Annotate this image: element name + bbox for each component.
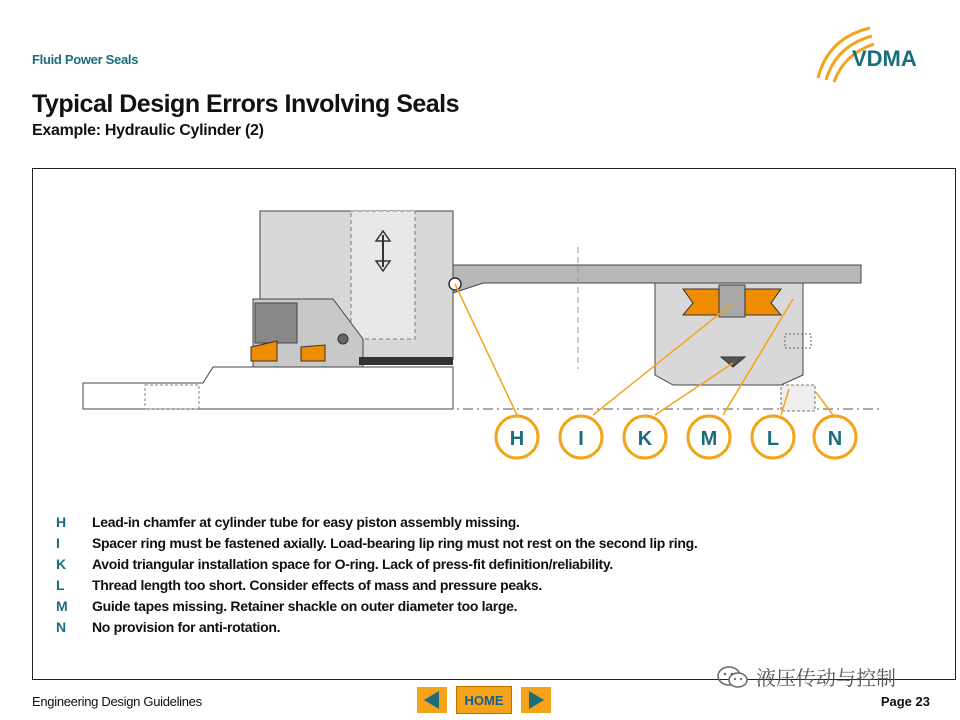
callout-i (560, 416, 602, 458)
legend-text: Thread length too short. Consider effects of mass and pressure peaks. (92, 577, 542, 593)
watermark-text: 液压传动与控制 (756, 668, 896, 690)
legend-key: K (56, 556, 66, 572)
svg-text:K: K (637, 428, 653, 450)
legend-text: Lead-in chamfer at cylinder tube for easy piston assembly missing. (92, 514, 520, 530)
legend-item-h (56, 512, 936, 533)
page-number: Page 23 (880, 694, 930, 709)
svg-text:N: N (827, 428, 843, 450)
callout-n (814, 416, 856, 458)
legend-text: Guide tapes missing. Retainer shackle on outer diameter too large. (92, 598, 518, 614)
legend-item-k (56, 554, 936, 575)
svg-text:L: L (766, 428, 780, 450)
prev-button[interactable] (416, 686, 448, 714)
legend-key: H (56, 514, 66, 530)
wechat-icon (716, 665, 750, 689)
vdma-logo (808, 18, 938, 96)
callout-l (752, 416, 794, 458)
legend-key: M (56, 598, 68, 614)
callout-h (496, 416, 538, 458)
svg-text:H: H (509, 428, 525, 450)
callout-k (624, 416, 666, 458)
section-label: Fluid Power Seals (32, 52, 139, 67)
svg-text:M: M (700, 428, 718, 450)
legend-text: No provision for anti-rotation. (92, 619, 281, 635)
legend-item-n (56, 617, 936, 638)
svg-text:I: I (578, 428, 584, 450)
arrow-left-icon (417, 687, 447, 713)
callout-m (688, 416, 730, 458)
legend-key: L (56, 577, 65, 593)
svg-text:VDMA: VDMA (852, 46, 917, 71)
legend-key: I (56, 535, 60, 551)
legend-list (56, 512, 936, 638)
legend-text: Avoid triangular installation space for O-ring. Lack of press-fit definition/reliability. (92, 556, 613, 572)
legend-item-m (56, 596, 936, 617)
arrow-right-icon (521, 687, 551, 713)
page-subtitle: Example: Hydraulic Cylinder (2) (32, 122, 264, 139)
footer-title: Engineering Design Guidelines (32, 694, 202, 709)
page-title: Typical Design Errors Involving Seals (32, 90, 460, 118)
home-button[interactable]: HOME (456, 686, 512, 714)
cylinder-drawing (33, 169, 955, 489)
legend-key: N (56, 619, 66, 635)
legend-text: Spacer ring must be fastened axially. Load-bearing lip ring must not rest on the second lip ring. (92, 535, 698, 551)
legend-item-i (56, 533, 936, 554)
legend-item-l (56, 575, 936, 596)
next-button[interactable] (520, 686, 552, 714)
watermark (716, 662, 896, 691)
